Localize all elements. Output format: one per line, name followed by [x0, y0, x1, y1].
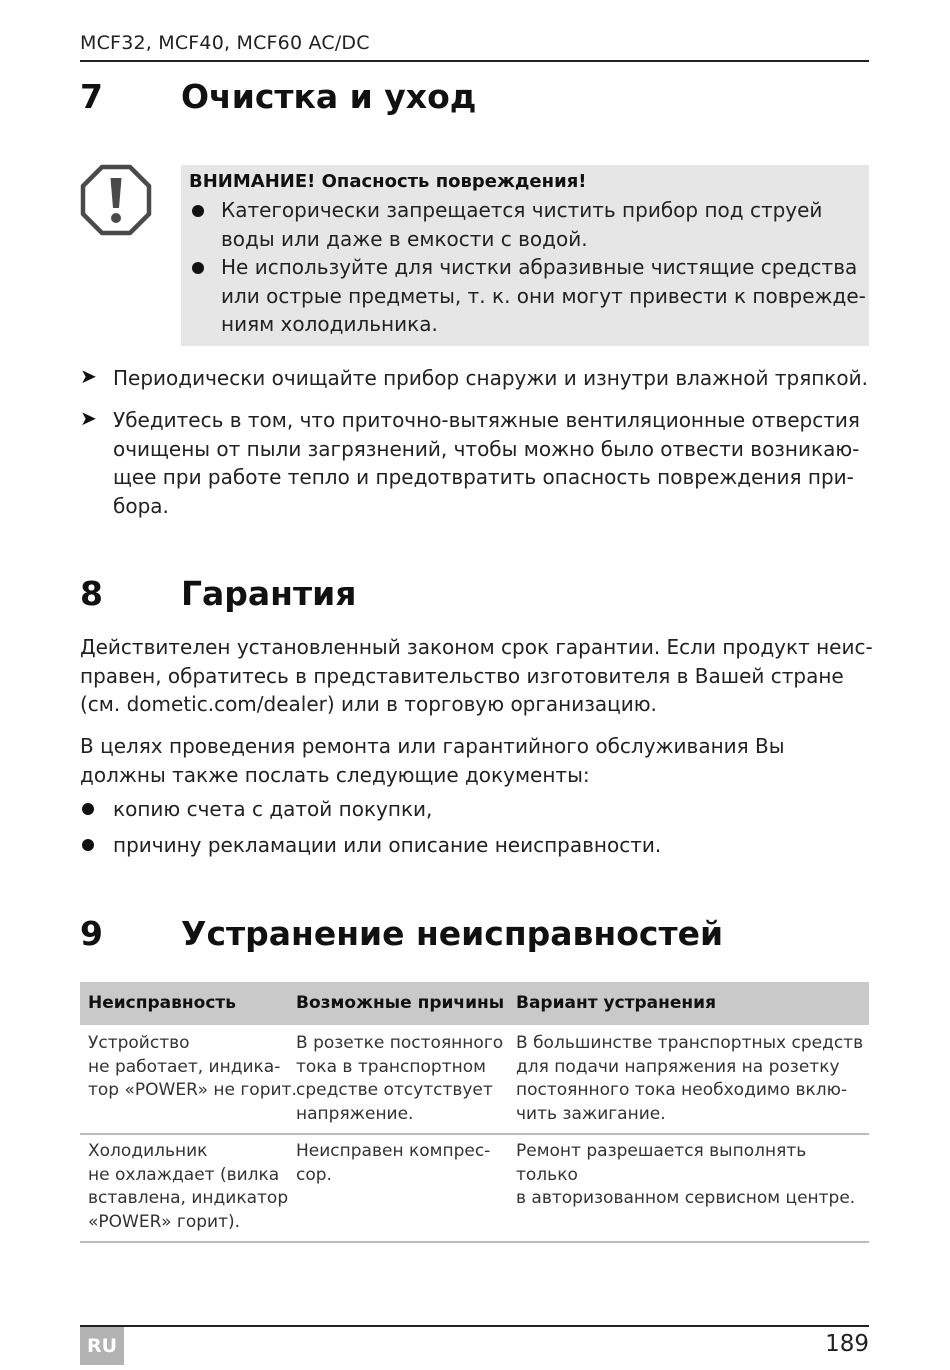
column-header-remedy: Вариант устранения	[516, 993, 716, 1013]
step-2	[113, 406, 860, 520]
page-number: 189	[825, 1331, 869, 1357]
text-line: Не используйте для чистки абразивные чистящие средства	[221, 255, 858, 279]
cell-line: тор «POWER» не горит.	[88, 1080, 297, 1100]
text-line: Убедитесь в том, что приточно-вытяжные вентиляционные отверстия	[113, 408, 860, 432]
bullet-icon	[192, 262, 204, 274]
section-7-number: 7	[80, 77, 103, 116]
cell-line: не работает, индика-	[88, 1056, 281, 1077]
text-line: В целях проведения ремонта или гарантийного обслуживания Вы	[80, 734, 785, 758]
warning-heading: ВНИМАНИЕ! Опасность повреждения!	[189, 171, 587, 192]
text-line: очищены от пыли загрязнений, чтобы можно было отвести возникаю-	[113, 436, 860, 461]
text-line: ниям холодильника.	[221, 312, 438, 336]
table-cell	[296, 1140, 490, 1187]
text-line: или острые предметы, т. к. они могут привести к поврежде-	[221, 283, 866, 308]
table-cell	[88, 1032, 297, 1103]
header-divider	[80, 60, 869, 62]
cell-line: в авторизованном сервисном центре.	[516, 1188, 856, 1208]
cell-line: Устройство	[88, 1033, 190, 1053]
warning-item-2	[221, 253, 866, 339]
table-header-row	[80, 982, 869, 1025]
text-line: бора.	[113, 493, 169, 518]
cell-line: сор.	[296, 1164, 332, 1185]
cell-line: вставлена, индикатор	[88, 1188, 289, 1208]
table-cell	[516, 1032, 863, 1126]
bullet-icon	[82, 839, 94, 851]
text-line: (см. dometic.com/dealer) или в торговую организацию.	[80, 692, 657, 716]
exclamation-octagon-icon	[80, 164, 152, 236]
arrow-icon: ➤	[80, 364, 97, 388]
table-cell	[88, 1140, 288, 1234]
row-divider	[80, 1133, 869, 1135]
column-header-fault: Неисправность	[88, 993, 236, 1013]
cell-line: Ремонт разрешается выполнять только	[516, 1141, 807, 1185]
row-divider	[80, 1241, 869, 1243]
cell-line: Неисправен компрес-	[296, 1141, 491, 1161]
text-line: Действителен установленный законом срок гарантии. Если продукт неис-	[80, 635, 873, 659]
footer-divider	[80, 1325, 869, 1327]
cell-line: для подачи напряжения на розетку	[516, 1056, 840, 1077]
cell-line: В розетке постоянного	[296, 1033, 504, 1053]
cell-line: средстве отсутствует	[296, 1080, 493, 1100]
section-9-number: 9	[80, 914, 103, 953]
section-7-title: Очистка и уход	[181, 77, 477, 116]
warranty-paragraph-1	[80, 633, 873, 719]
step-1	[113, 364, 868, 393]
cell-line: «POWER» горит).	[88, 1211, 241, 1232]
section-8-title: Гарантия	[181, 574, 357, 613]
warning-item-1	[221, 196, 822, 253]
warranty-paragraph-2	[80, 732, 785, 789]
column-header-causes: Возможные причины	[296, 993, 505, 1013]
section-9-title: Устранение неисправностей	[181, 914, 724, 953]
cell-line: В большинстве транспортных средств	[516, 1033, 864, 1053]
text-line: правен, обратитесь в представительство изготовителя в Вашей стране	[80, 663, 844, 688]
table-cell	[516, 1140, 869, 1211]
bullet-icon	[192, 205, 204, 217]
warranty-item: копию счета с датой покупки,	[113, 797, 433, 821]
table-cell	[296, 1032, 503, 1126]
cell-line: не охлаждает (вилка	[88, 1164, 280, 1185]
bullet-icon	[82, 803, 94, 815]
warranty-item: причину рекламации или описание неисправности.	[113, 833, 662, 857]
cell-line: тока в транспортном	[296, 1056, 486, 1077]
language-badge: RU	[80, 1327, 124, 1365]
cell-line: постоянного тока необходимо вклю-	[516, 1080, 848, 1100]
cell-line: Холодильник	[88, 1141, 208, 1161]
text-line: Периодически очищайте прибор снаружи и изнутри влажной тряпкой.	[113, 366, 868, 390]
arrow-icon: ➤	[80, 406, 97, 430]
section-8-number: 8	[80, 574, 103, 613]
cell-line: напряжение.	[296, 1103, 414, 1124]
text-line: щее при работе тепло и предотвратить опасность повреждения при-	[113, 465, 854, 489]
text-line: воды или даже в емкости с водой.	[221, 226, 588, 251]
cell-line: чить зажигание.	[516, 1103, 666, 1124]
document-header-title: MCF32, MCF40, MCF60 AC/DC	[80, 32, 370, 54]
text-line: Категорически запрещается чистить прибор под струей	[221, 198, 823, 222]
text-line: должны также послать следующие документы:	[80, 762, 590, 787]
